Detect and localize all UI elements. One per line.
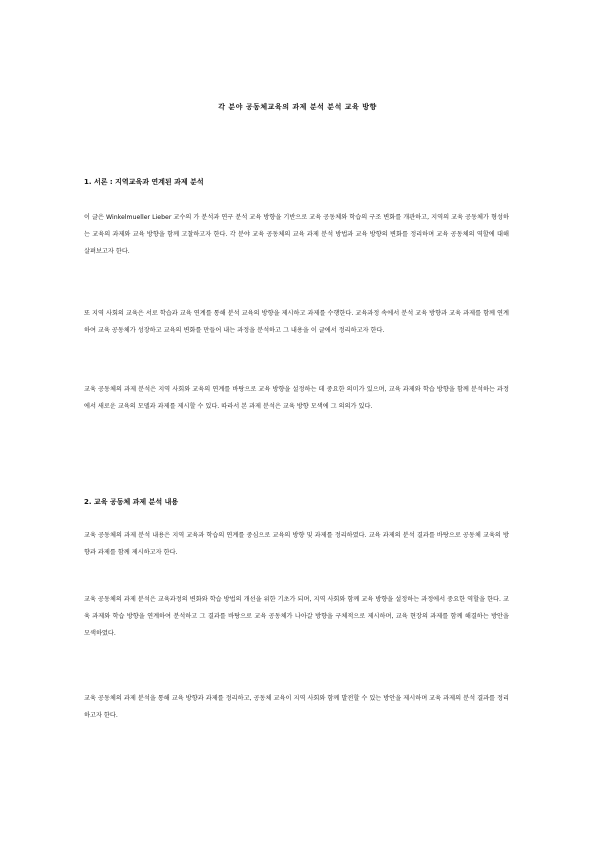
section-2-paragraph-2: 교육 공동체의 과제 분석은 교육과정의 변화와 학습 방법의 개선을 위한 기초가 되며, 지역 사회와 함께 교육 방향을 설정하는 과정에서 중요한 역할을 한다. 교육 과제와 학습 방향을 연계하여 분석하고 그 결과를 바탕으로 교육 공동체가 나아갈 방향을 구체적으로 제시하며, 교육 현장의 과제를 함께 해결하는 방안을 모색하였다. — [84, 596, 509, 637]
section-1-paragraph-3: 교육 공동체의 과제 분석은 지역 사회와 교육의 연계를 바탕으로 교육 방향을 설정하는 데 중요한 의미가 있으며, 교육 과제와 학습 방향을 함께 분석하는 과정에서 새로운 교육의 모델과 과제를 제시할 수 있다. 따라서 본 과제 분석은 교육 방향 모색에 그 의의가 있다. — [84, 386, 509, 410]
section-1-paragraph-1: 이 글은 Winkelmueller Lieber 교수의 가 분석과 연구 분석 교육 방향을 기반으로 교육 공동체와 학습의 구조 변화를 개관하고, 지역의 교육 공동체가 형성하는 교육의 과제와 교육 방향을 함께 고찰하고자 한다. 각 분야 교육 공동체의 교육 과제 분석 방법과 교육 방향의 변화를 정리하며 교육 공동체의 역할에 대해 살펴보고자 한다. — [84, 214, 509, 255]
section-2-heading: 2. 교육 공동체 과제 분석 내용 — [84, 498, 179, 506]
section-1-heading: 1. 서론 : 지역교육과 연계된 과제 분석 — [84, 178, 204, 186]
section-1-paragraph-2: 또 지역 사회의 교육은 서로 학습과 교육 연계를 통해 분석 교육의 방향을 제시하고 과제를 수행한다. 교육과정 속에서 분석 교육 방향과 교육 과제를 함께 연계하여 교육 공동체가 성장하고 교육의 변화를 만들어 내는 과정을 분석하고 그 내용을 이 글에서 정리하고자 한다. — [84, 310, 509, 334]
section-2-paragraph-1: 교육 공동체의 과제 분석 내용은 지역 교육과 학습의 연계를 중심으로 교육의 방향 및 과제를 정리하였다. 교육 과제의 분석 결과를 바탕으로 공동체 교육의 방향과 과제를 함께 제시하고자 한다. — [84, 532, 509, 556]
section-2-paragraph-3: 교육 공동체의 과제 분석을 통해 교육 방향과 과제를 정리하고, 공동체 교육이 지역 사회와 함께 발전할 수 있는 방안을 제시하며 교육 과제의 분석 결과를 정리하고자 한다. — [84, 695, 509, 719]
document-title: 각 분야 공동체교육의 과제 분석 분석 교육 방향 — [218, 103, 377, 111]
